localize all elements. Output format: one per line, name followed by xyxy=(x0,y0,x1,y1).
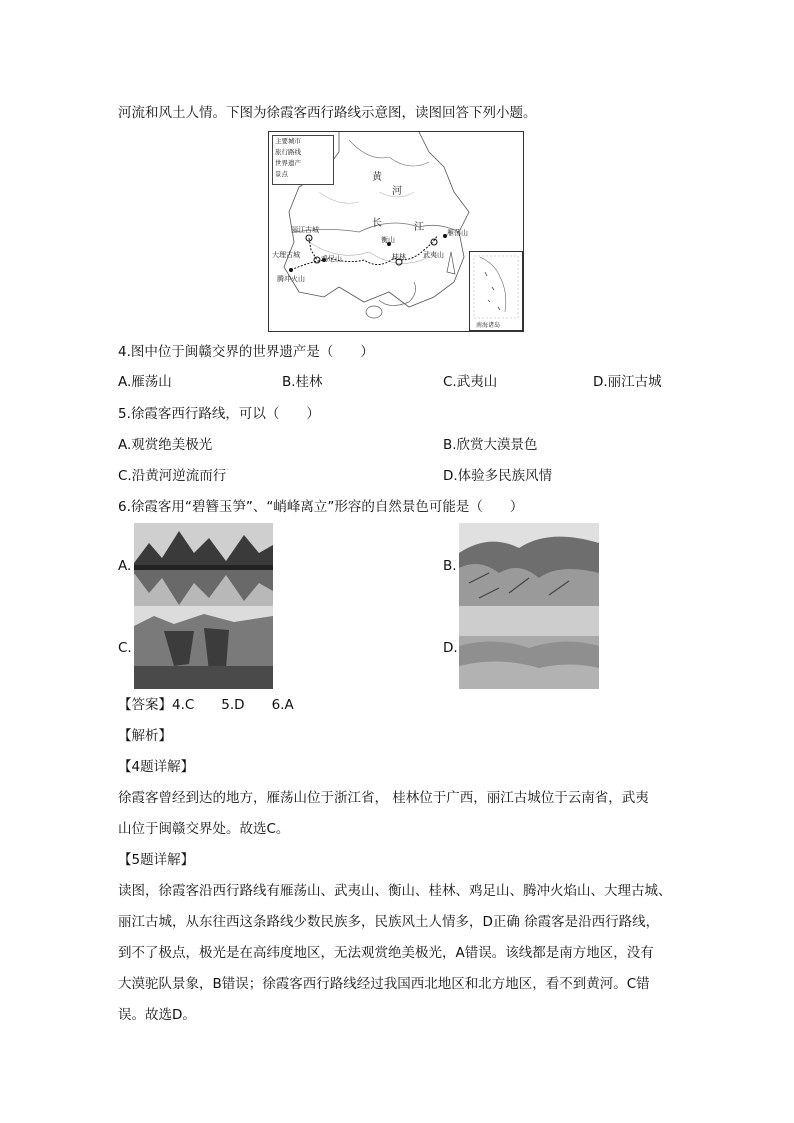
place-label: 武夷山 xyxy=(423,251,444,259)
answer-line: 【答案】4.C 5.D 6.A xyxy=(118,697,294,713)
intro-text: 河流和风土人情。下图为徐霞客西行路线示意图，读图回答下列小题。 xyxy=(118,105,537,121)
q4-detail-line: 徐霞客曾经到达的地方，雁荡山位于浙江省， 桂林位于广西，丽江古城位于云南省，武夷 xyxy=(118,790,649,806)
inset-label: 南海诸岛 xyxy=(476,322,501,329)
analysis-title: 【解析】 xyxy=(118,728,172,744)
legend-route: 旅行路线 xyxy=(275,148,301,156)
q5-option-a: A.观赏绝美极光 xyxy=(118,437,213,453)
place-label: 衡山 xyxy=(381,236,395,244)
place-label: 大理古城 xyxy=(272,251,300,259)
route-map xyxy=(268,131,524,332)
q6-option-c: C. xyxy=(118,640,132,656)
q4-option-d: D.丽江古城 xyxy=(593,374,662,390)
badlands-photo xyxy=(459,523,599,606)
place-label: 鸡足山 xyxy=(321,255,342,263)
q4-stem: 4.图中位于闽赣交界的世界遗产是（ ） xyxy=(118,344,374,360)
river-label: 江 xyxy=(414,222,424,233)
river-label: 长 xyxy=(372,218,382,229)
karst-peaks-photo xyxy=(134,523,273,606)
q5-option-b: B.欣赏大漠景色 xyxy=(443,437,538,453)
q6-stem: 6.徐霞客用“碧簪玉笋”、“峭峰离立”形容的自然景色可能是（ ） xyxy=(118,499,524,515)
q6-option-d: D. xyxy=(443,640,458,656)
map-legend xyxy=(272,135,334,185)
place-label: 丽江古城 xyxy=(291,226,319,234)
place-label: 桂林 xyxy=(392,253,406,261)
q4-option-b: B.桂林 xyxy=(282,374,323,390)
river-label: 河 xyxy=(392,186,402,197)
south-china-sea-inset xyxy=(469,251,523,331)
q5-detail-line: 读图，徐霞客沿西行路线有雁荡山、武夷山、衡山、桂林、鸡足山、腾冲火焰山、大理古城、 xyxy=(118,883,672,899)
q5-detail-line: 误。故选D。 xyxy=(118,1007,196,1023)
legend-heritage: 世界遗产 xyxy=(275,159,301,167)
q4-option-a: A.雁荡山 xyxy=(118,374,172,390)
rock-formation-photo xyxy=(134,606,273,689)
q6-option-a: A. xyxy=(118,558,132,574)
q5-option-d: D.体验多民族风情 xyxy=(443,468,553,484)
q4-detail-title: 【4题详解】 xyxy=(118,759,195,775)
q5-detail-line: 到不了极点，极光是在高纬度地区，无法观赏绝美极光，A错误。该线都是南方地区，没有 xyxy=(118,945,654,961)
place-label: 雁荡山 xyxy=(447,229,468,237)
river-label: 黄 xyxy=(372,172,382,183)
q6-option-b: B. xyxy=(443,558,457,574)
legend-city: 主要城市 xyxy=(275,137,301,145)
q5-stem: 5.徐霞客西行路线，可以（ ） xyxy=(118,406,320,422)
q5-option-c: C.沿黄河逆流而行 xyxy=(118,468,227,484)
q5-detail-title: 【5题详解】 xyxy=(118,852,195,868)
q4-option-c: C.武夷山 xyxy=(443,374,498,390)
q5-detail-line: 丽江古城，从东往西这条路线少数民族多，民族风土人情多，D正确 徐霞客是沿西行路线， xyxy=(118,914,660,930)
inset-drawing xyxy=(470,252,522,330)
q4-detail-line: 山位于闽赣交界处。故选C。 xyxy=(118,821,290,837)
desert-dunes-photo xyxy=(459,606,599,689)
q5-detail-line: 大漠驼队景象，B错误；徐霞客西行路线经过我国西北地区和北方地区，看不到黄河。C错 xyxy=(118,976,650,992)
legend-scenic: 景点 xyxy=(275,170,288,178)
place-label: 腾冲火山 xyxy=(277,275,305,283)
